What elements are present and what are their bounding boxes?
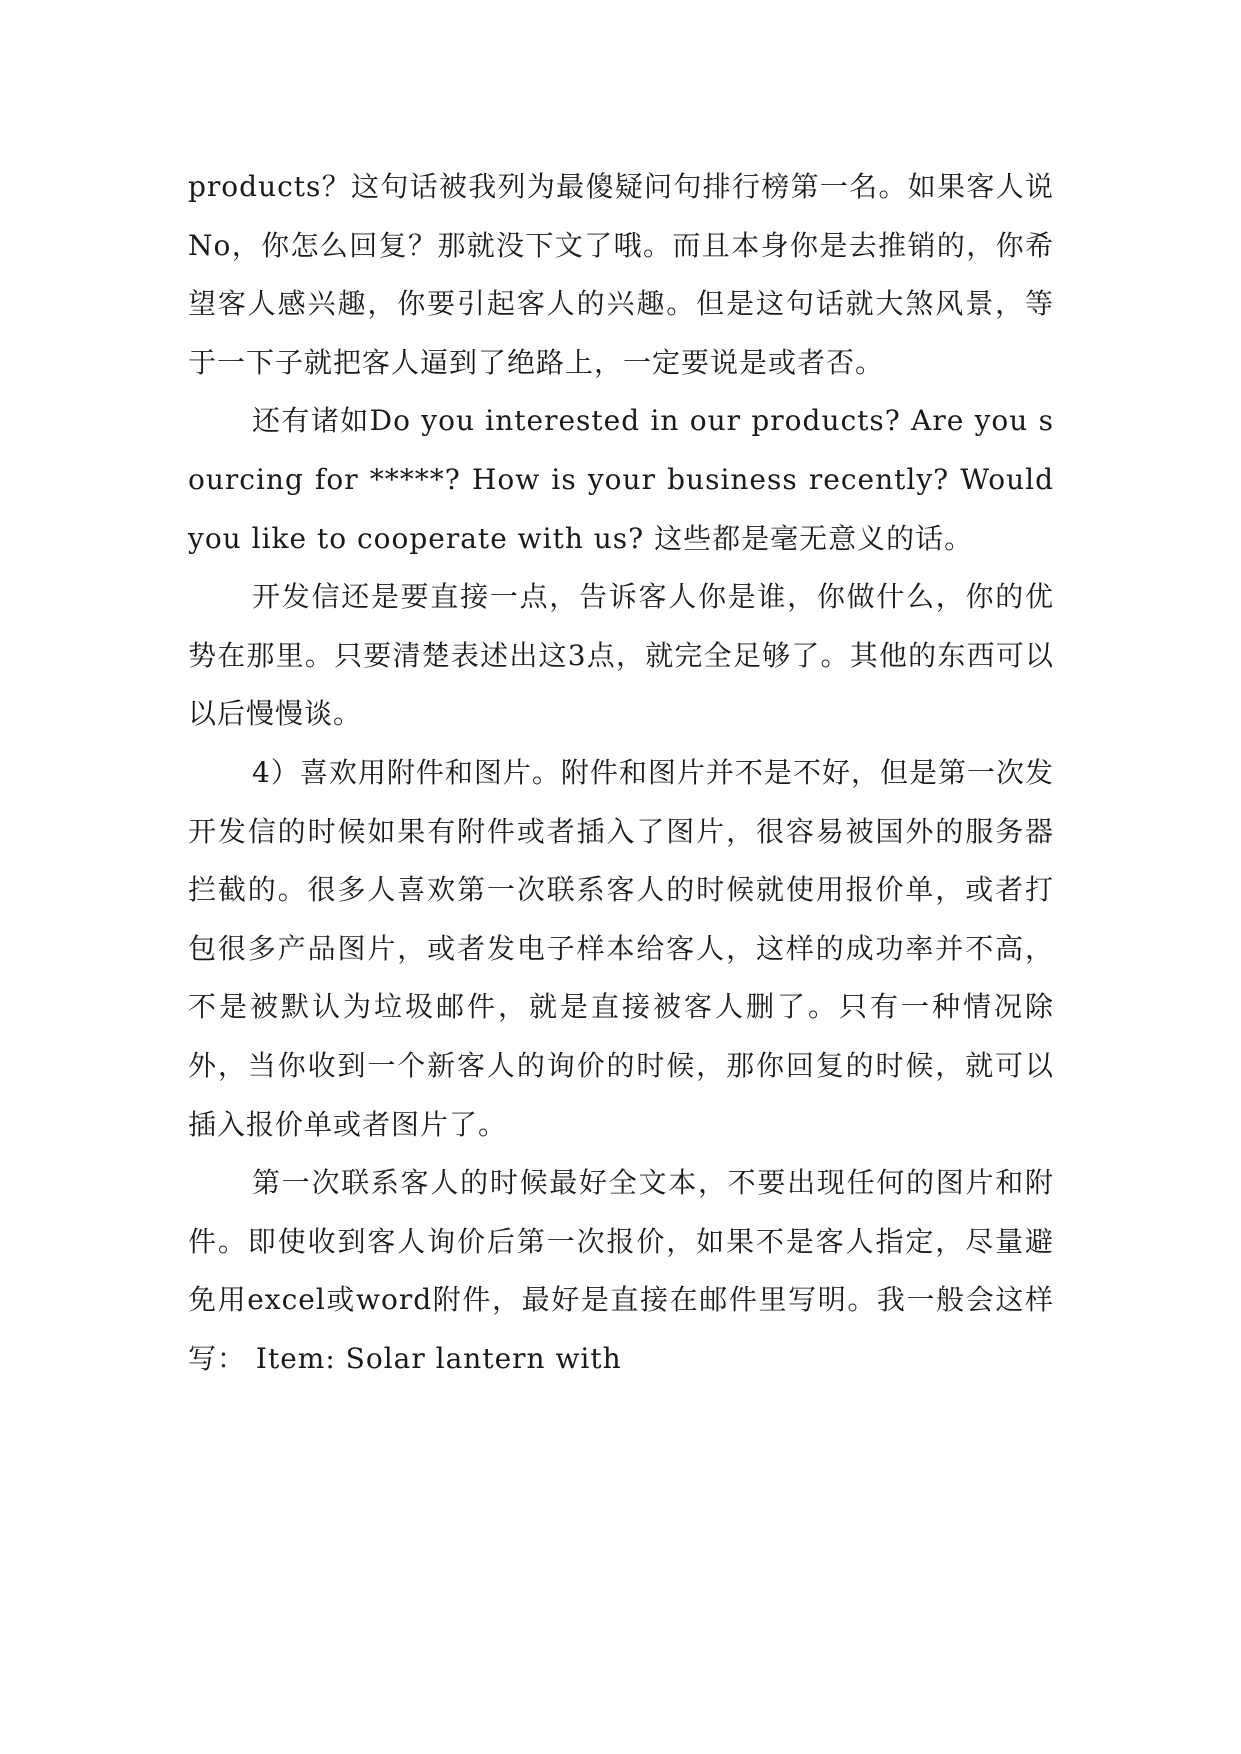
document-body bbox=[188, 158, 1054, 1388]
paragraph-2: 还有诸如Do you interested in our products? Are you sourcing for *****? How is your business recently? Would you like to cooperate with us? 这些都是毫无意义的话。 bbox=[188, 404, 1054, 555]
paragraph-5: 第一次联系客人的时候最好全文本，不要出现任何的图片和附件。即使收到客人询价后第一次报价，如果不是客人指定，尽量避免用excel或word附件，最好是直接在邮件里写明。我一般会这样写： Item: Solar lantern with bbox=[188, 1166, 1054, 1375]
paragraph-4: 4）喜欢用附件和图片。附件和图片并不是不好，但是第一次发开发信的时候如果有附件或者插入了图片，很容易被国外的服务器拦截的。很多人喜欢第一次联系客人的时候就使用报价单，或者打包很多产品图片，或者发电子样本给客人，这样的成功率并不高，不是被默认为垃圾邮件，就是直接被客人删了。只有一种情况除外，当你收到一个新客人的询价的时候，那你回复的时候，就可以插入报价单或者图片了。 bbox=[188, 755, 1054, 1141]
paragraph-3: 开发信还是要直接一点，告诉客人你是谁，你做什么，你的优势在那里。只要清楚表述出这3点，就完全足够了。其他的东西可以以后慢慢谈。 bbox=[188, 580, 1054, 731]
paragraph-1: products？这句话被我列为最傻疑问句排行榜第一名。如果客人说No，你怎么回复？那就没下文了哦。而且本身你是去推销的，你希望客人感兴趣，你要引起客人的兴趣。但是这句话就大煞风景，等于一下子就把客人逼到了绝路上，一定要说是或者否。 bbox=[188, 170, 1054, 379]
